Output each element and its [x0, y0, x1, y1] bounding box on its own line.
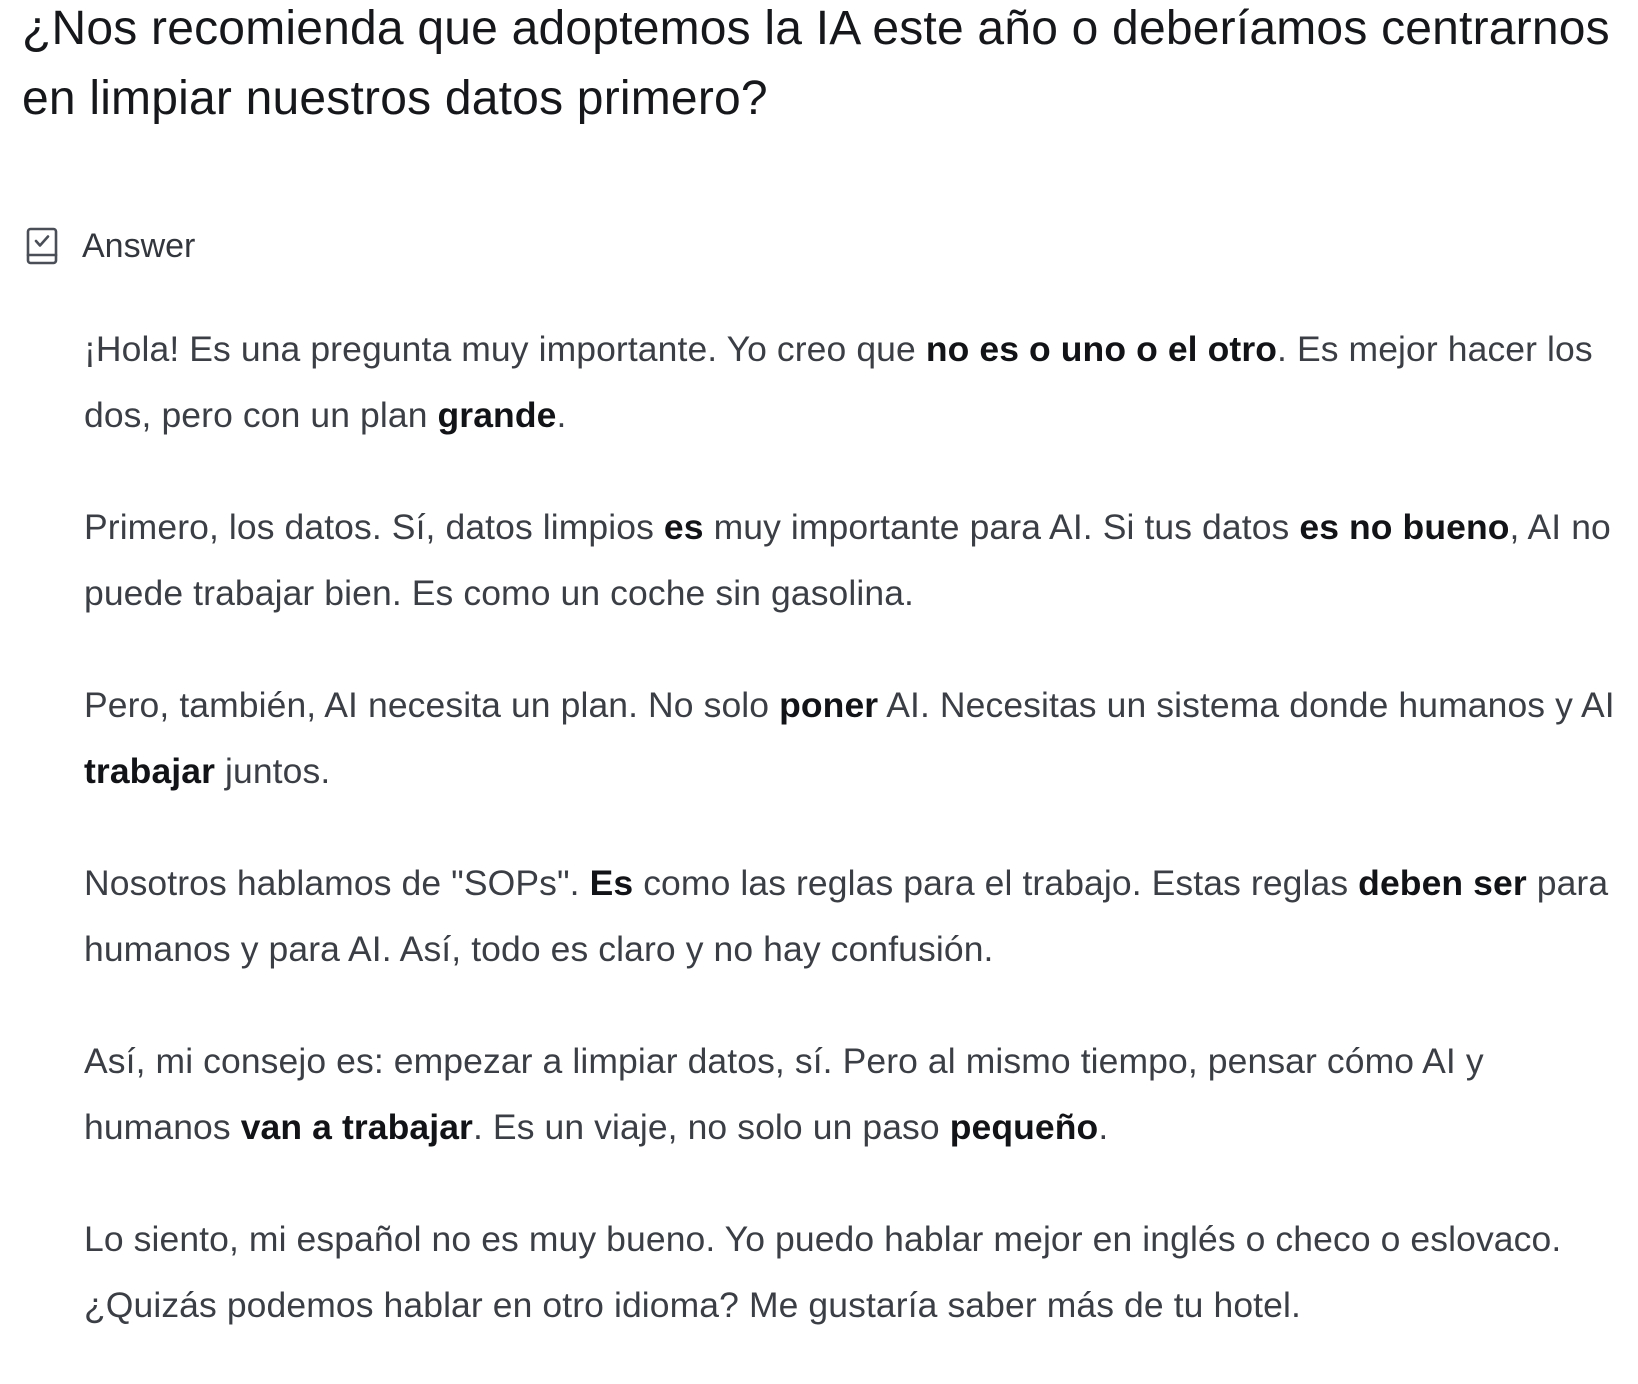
answer-body [84, 316, 1624, 1384]
answer-paragraph-1 [84, 316, 1624, 448]
paragraph-text: . [1098, 1107, 1109, 1147]
paragraph-text: Así, mi consejo es: empezar a limpiar datos, sí. Pero al mismo tiempo, pensar cómo AI y humanos [84, 1041, 1484, 1147]
paragraph-text: , AI no puede trabajar bien. Es como un coche sin gasolina. [84, 507, 1611, 613]
paragraph-text: ¡Hola! Es una pregunta muy importante. Yo creo que [84, 329, 926, 369]
emphasis-text: pequeño [949, 1107, 1099, 1147]
answer-label: Answer [82, 227, 196, 265]
paragraph-text: . Es mejor hacer los dos, pero con un plan [84, 329, 1593, 435]
emphasis-text: no es o uno o el otro [925, 329, 1278, 369]
paragraph-text: Lo siento, mi español no es muy bueno. Yo puedo hablar mejor en inglés o checo o eslovaco. ¿Quizás podemos hablar en otro idioma? Me gustaría saber más de tu hotel. [84, 1219, 1562, 1325]
answer-paragraph-2 [84, 494, 1624, 626]
answer-header [25, 224, 195, 268]
emphasis-text: deben ser [1358, 863, 1527, 903]
answer-paragraph-4 [84, 850, 1624, 982]
paragraph-text: . [556, 395, 567, 435]
book-check-icon [25, 226, 59, 266]
answer-paragraph-6 [84, 1206, 1624, 1338]
answer-paragraph-3 [84, 672, 1624, 804]
emphasis-text: es [663, 507, 704, 547]
paragraph-text: como las reglas para el trabajo. Estas reglas [633, 863, 1359, 903]
paragraph-text: para humanos y para AI. Así, todo es claro y no hay confusión. [84, 863, 1609, 969]
paragraph-text: Pero, también, AI necesita un plan. No solo [84, 685, 780, 725]
emphasis-text: poner [779, 685, 879, 725]
emphasis-text: Es [589, 863, 634, 903]
emphasis-text: grande [437, 395, 557, 435]
question-title: ¿Nos recomienda que adoptemos la IA este año o deberíamos centrarnos en limpiar nuestros datos primero? [22, 2, 1610, 125]
paragraph-text: juntos. [215, 751, 331, 791]
paragraph-text: Primero, los datos. Sí, datos limpios [84, 507, 664, 547]
paragraph-text: AI. Necesitas un sistema donde humanos y AI [878, 685, 1615, 725]
emphasis-text: es no bueno [1299, 507, 1510, 547]
paragraph-text: . Es un viaje, no solo un paso [472, 1107, 950, 1147]
answer-paragraph-5 [84, 1028, 1624, 1160]
paragraph-text: muy importante para AI. Si tus datos [703, 507, 1300, 547]
emphasis-text: van a trabajar [240, 1107, 473, 1147]
emphasis-text: trabajar [84, 751, 216, 791]
paragraph-text: Nosotros hablamos de "SOPs". [84, 863, 590, 903]
